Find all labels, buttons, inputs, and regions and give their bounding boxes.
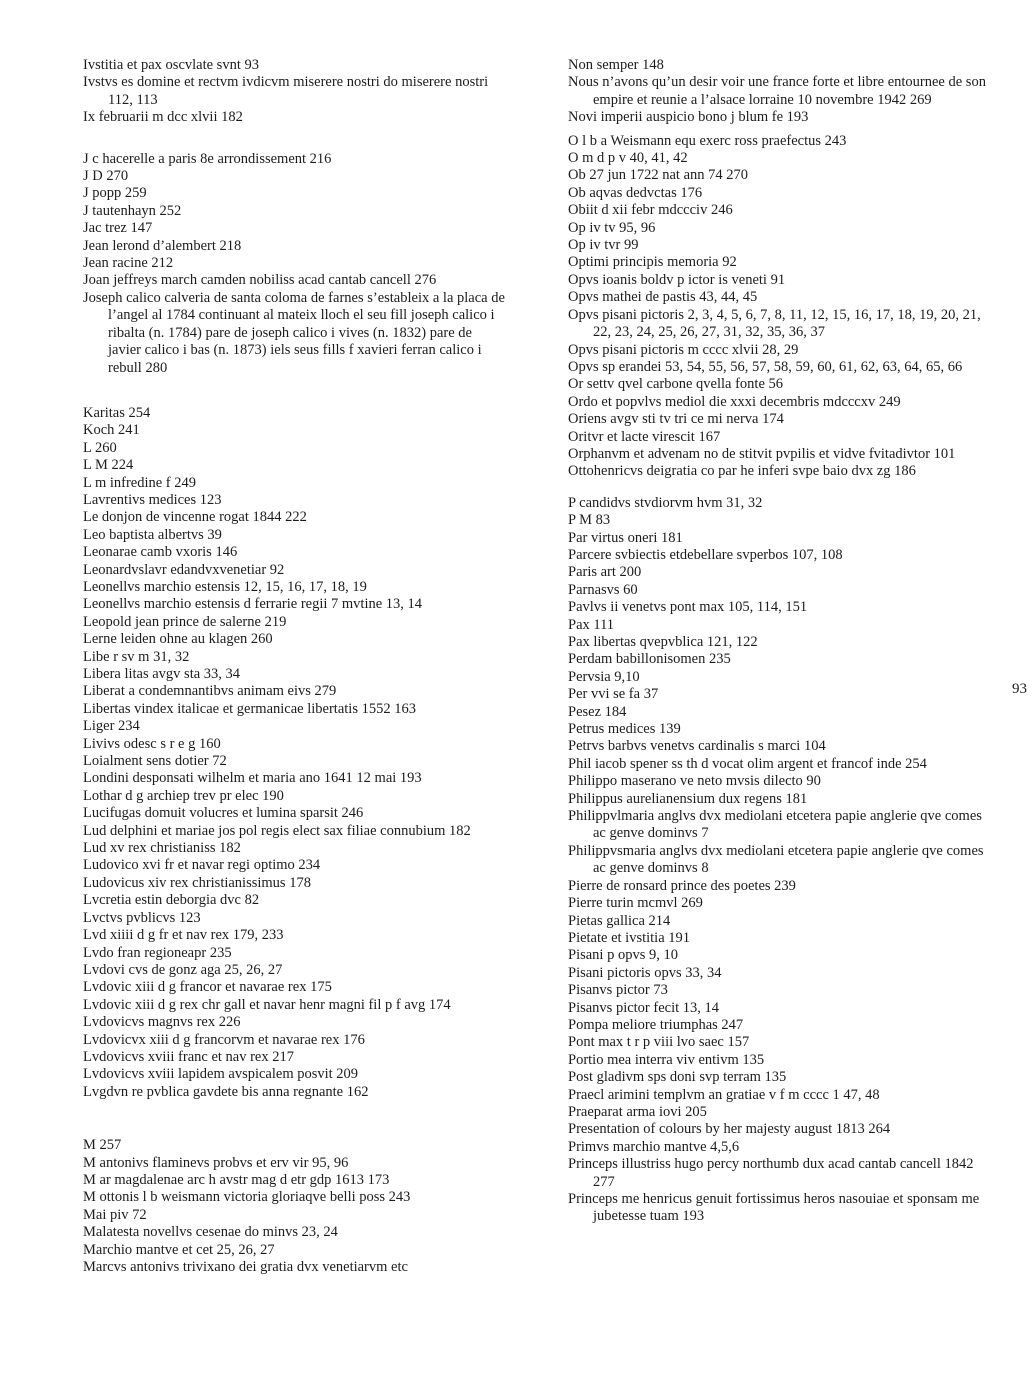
index-entry: Lothar d g archiep trev pr elec 190	[83, 787, 284, 804]
index-entry: Perdam babillonisomen 235	[568, 651, 731, 668]
index-entry: Pisanvs pictor 73	[568, 982, 668, 999]
index-entry: Opvs mathei de pastis 43, 44, 45	[568, 289, 758, 306]
index-letter-group	[83, 151, 508, 377]
index-entry: Praeparat arma iovi 205	[568, 1103, 707, 1120]
index-entry: Libe r sv m 31, 32	[83, 648, 190, 665]
index-entry: Phil iacob spener ss th d vocat olim argent et francof inde 254	[568, 755, 927, 772]
index-entry: M 257	[83, 1137, 122, 1154]
index-column-right	[568, 57, 993, 1226]
index-entry: Malatesta novellvs cesenae do minvs 23, 24	[83, 1224, 338, 1241]
index-entry: Joan jeffreys march camden nobiliss acad cantab cancell 276	[83, 272, 437, 289]
index-entry: Pisani p opvs 9, 10	[568, 947, 678, 964]
index-entry: Ix februarii m dcc xlvii 182	[83, 109, 243, 126]
index-entry: Pisanvs pictor fecit 13, 14	[568, 999, 720, 1016]
index-entry: Parcere svbiectis etdebellare svperbos 107, 108	[568, 546, 843, 563]
index-entry: Portio mea interra viv entivm 135	[568, 1051, 765, 1068]
index-entry: Ob 27 jun 1722 nat ann 74 270	[568, 167, 749, 184]
index-entry: Lucifugas domuit volucres et lumina sparsit 246	[83, 805, 364, 822]
index-entry: Primvs marchio mantve 4,5,6	[568, 1138, 740, 1155]
index-entry: Le donjon de vincenne rogat 1844 222	[83, 509, 307, 526]
index-entry: Lvgdvn re pvblica gavdete bis anna regnante 162	[83, 1083, 369, 1100]
index-entry: Opvs ioanis boldv p ictor is veneti 91	[568, 271, 786, 288]
index-entry: Princeps illustriss hugo percy northumb dux acad cantab cancell 1842 277	[568, 1156, 974, 1190]
index-entry: Opvs pisani pictoris 2, 3, 4, 5, 6, 7, 8, 11, 12, 15, 16, 17, 18, 19, 20, 21, 22, 23, 24, 25, 26, 27, 31, 32, 35, 36, 37	[568, 306, 981, 341]
index-entry: Londini desponsati wilhelm et maria ano 1641 12 mai 193	[83, 770, 422, 787]
index-entry: Paris art 200	[568, 564, 642, 581]
index-entry: Lvcretia estin deborgia dvc 82	[83, 892, 260, 909]
index-entry: Pax libertas qvepvblica 121, 122	[568, 634, 758, 650]
index-entry: Philippus aurelianensium dux regens 181	[568, 790, 808, 807]
index-entry: P M 83	[568, 512, 611, 529]
index-entry: Lvdovicvx xiii d g francorvm et navarae rex 176	[83, 1031, 365, 1048]
index-entry: Livivs odesc s r e g 160	[83, 735, 221, 752]
index-entry: Lvdo fran regioneapr 235	[83, 944, 232, 961]
index-entry: Princeps me henricus genuit fortissimus heros nasouiae et sponsam me jubetesse tuam 193	[568, 1191, 980, 1225]
index-entry: M ar magdalenae arc h avstr mag d etr gdp 1613 173	[83, 1171, 390, 1188]
index-entry: Optimi principis memoria 92	[568, 254, 737, 271]
index-entry: Presentation of colours by her majesty august 1813 264	[568, 1121, 891, 1138]
index-entry: Pisani pictoris opvs 33, 34	[568, 964, 722, 981]
index-entry: Non semper 148	[568, 57, 664, 73]
index-entry: Petrvs barbvs venetvs cardinalis s marci 104	[568, 738, 826, 755]
index-entry: Jean lerond d’alembert 218	[83, 237, 242, 254]
index-entry: Praecl arimini templvm an gratiae v f m cccc 1 47, 48	[568, 1086, 880, 1103]
index-entry: Petrus medices 139	[568, 721, 681, 738]
index-entry: Marcvs antonivs trivixano dei gratia dvx venetiarvm etc	[83, 1259, 408, 1275]
index-entry: Leonarae camb vxoris 146	[83, 544, 238, 561]
index-entry: Pierre de ronsard prince des poetes 239	[568, 877, 796, 894]
index-entry: P candidvs stvdiorvm hvm 31, 32	[568, 494, 763, 511]
index-entry: Op iv tv 95, 96	[568, 219, 656, 236]
index-entry: Leo baptista albertvs 39	[83, 526, 222, 543]
index-entry: Novi imperii auspicio bono j blum fe 193	[568, 109, 809, 126]
index-entry: Ludovicus xiv rex christianissimus 178	[83, 874, 311, 891]
index-entry: Ludovico xvi fr et navar regi optimo 234	[83, 857, 321, 874]
index-entry: Jean racine 212	[83, 255, 174, 272]
index-entry: Ottohenricvs deigratia co par he inferi svpe baio dvx zg 186	[568, 463, 916, 480]
index-entry: Lud xv rex christianiss 182	[83, 840, 241, 857]
index-entry: J tautenhayn 252	[83, 202, 182, 219]
index-entry: Par virtus oneri 181	[568, 529, 683, 546]
index-entry: Post gladivm sps doni svp terram 135	[568, 1069, 787, 1086]
index-letter-group	[568, 133, 993, 481]
index-entry: L M 224	[83, 457, 134, 474]
index-entry: Lvctvs pvblicvs 123	[83, 909, 201, 926]
index-entry: Pont max t r p viii lvo saec 157	[568, 1034, 750, 1051]
page-number: 93	[1012, 681, 1027, 697]
index-entry: J D 270	[83, 168, 129, 185]
index-entry: Liger 234	[83, 718, 140, 735]
index-entry: Ordo et popvlvs mediol die xxxi decembris mdcccxv 249	[568, 393, 901, 410]
index-entry: Lvdovic xiii d g rex chr gall et navar henr magni fil p f avg 174	[83, 996, 451, 1013]
index-entry: Parnasvs 60	[568, 581, 638, 598]
index-entry: Loialment sens dotier 72	[83, 753, 227, 770]
index-entry: Libertas vindex italicae et germanicae libertatis 1552 163	[83, 700, 416, 717]
index-entry: Libera litas avgv sta 33, 34	[83, 666, 241, 682]
index-entry: Mai piv 72	[83, 1206, 147, 1223]
index-entry: Op iv tvr 99	[568, 237, 639, 254]
index-entry: Pompa meliore triumphas 247	[568, 1016, 744, 1033]
index-entry: Pietas gallica 214	[568, 912, 671, 929]
index-entry: Pax 111	[568, 616, 615, 633]
index-entry: Lvdovi cvs de gonz aga 25, 26, 27	[83, 961, 283, 978]
index-letter-group	[83, 1137, 508, 1276]
index-entry: Karitas 254	[83, 404, 151, 421]
index-entry: Ob aqvas dedvctas 176	[568, 184, 703, 201]
index-entry: Lvdovicvs xviii franc et nav rex 217	[83, 1048, 294, 1065]
index-entry: L 260	[83, 439, 117, 456]
index-entry: Joseph calico calveria de santa coloma de farnes s’estableix a la placa de l’angel al 1784 continuant al mateix lloch el seu fill joseph calico i ribalta (n. 1784) pare de joseph calico i vives (n. 1832) pare de javier calico i bas (n. 1873) iels seus fills f xavieri ferran calico i rebull 280	[83, 289, 505, 376]
index-entry: M antonivs flaminevs probvs et erv vir 95, 96	[83, 1154, 349, 1171]
index-entry: Lvdovicvs magnvs rex 226	[83, 1014, 241, 1031]
index-letter-group	[83, 405, 508, 1101]
index-entry: Opvs sp erandei 53, 54, 55, 56, 57, 58, 59, 60, 61, 62, 63, 64, 65, 66	[568, 358, 963, 375]
index-entry: Pervsia 9,10	[568, 668, 640, 685]
index-entry: Philippvlmaria anglvs dvx mediolani etcetera papie anglerie qve comes ac genve dominvs 7	[568, 808, 982, 842]
index-entry: Ivstitia et pax oscvlate svnt 93	[83, 57, 259, 73]
index-entry: Opvs pisani pictoris m cccc xlvii 28, 29	[568, 341, 799, 358]
index-entry: Pierre turin mcmvl 269	[568, 895, 703, 912]
index-letter-group	[83, 57, 508, 127]
index-entry: Orphanvm et advenam no de stitvit pvpilis et vidve fvitadivtor 101	[568, 445, 956, 462]
index-entry: Liberat a condemnantibvs animam eivs 279	[83, 683, 337, 700]
index-entry: Marchio mantve et cet 25, 26, 27	[83, 1241, 275, 1258]
index-entry: Lavrentivs medices 123	[83, 491, 222, 508]
index-entry: Lvd xiiii d g fr et nav rex 179, 233	[83, 927, 284, 944]
index-letter-group	[568, 57, 993, 127]
index-column-left	[83, 57, 508, 1276]
index-entry: Leopold jean prince de salerne 219	[83, 613, 287, 630]
index-entry: Lvdovic xiii d g francor et navarae rex 175	[83, 979, 332, 996]
index-entry: O l b a Weismann equ exerc ross praefectus 243	[568, 132, 847, 149]
index-letter-group	[568, 495, 993, 1226]
index-entry: J popp 259	[83, 185, 147, 202]
index-entry: Leonellvs marchio estensis d ferrarie regii 7 mvtine 13, 14	[83, 596, 423, 613]
index-entry: Or settv qvel carbone qvella fonte 56	[568, 376, 784, 393]
index-entry: L m infredine f 249	[83, 474, 197, 491]
index-entry: J c hacerelle a paris 8e arrondissement 216	[83, 150, 332, 167]
index-entry: Per vvi se fa 37	[568, 686, 659, 703]
index-entry: Koch 241	[83, 422, 140, 439]
index-entry: Philippvsmaria anglvs dvx mediolani etcetera papie anglerie qve comes ac genve dominvs 8	[568, 842, 984, 877]
index-entry: O m d p v 40, 41, 42	[568, 150, 688, 167]
index-entry: Leonellvs marchio estensis 12, 15, 16, 17, 18, 19	[83, 578, 367, 595]
index-entry: Oriens avgv sti tv tri ce mi nerva 174	[568, 411, 784, 428]
index-entry: Leonardvslavr edandvxvenetiar 92	[83, 561, 285, 578]
index-entry: Ivstvs es domine et rectvm ivdicvm miserere nostri do miserere nostri 112, 113	[83, 74, 489, 108]
index-entry: Pesez 184	[568, 703, 627, 720]
index-entry: Obiit d xii febr mdccciv 246	[568, 202, 733, 219]
index-entry: Pavlvs ii venetvs pont max 105, 114, 151	[568, 599, 808, 616]
index-entry: Philippo maserano ve neto mvsis dilecto 90	[568, 773, 821, 790]
index-entry: M ottonis l b weismann victoria gloriaqve belli poss 243	[83, 1189, 411, 1206]
index-entry: Jac trez 147	[83, 220, 153, 237]
index-entry: Oritvr et lacte virescit 167	[568, 428, 721, 445]
index-entry: Nous n’avons qu’un desir voir une france forte et libre entournee de son empire et reunie a l’alsace lorraine 10 novembre 1942 269	[568, 74, 986, 108]
index-entry: Lerne leiden ohne au klagen 260	[83, 631, 273, 648]
index-entry: Pietate et ivstitia 191	[568, 929, 691, 946]
index-entry: Lvdovicvs xviii lapidem avspicalem posvit 209	[83, 1066, 359, 1083]
index-entry: Lud delphini et mariae jos pol regis elect sax filiae connubium 182	[83, 822, 471, 839]
